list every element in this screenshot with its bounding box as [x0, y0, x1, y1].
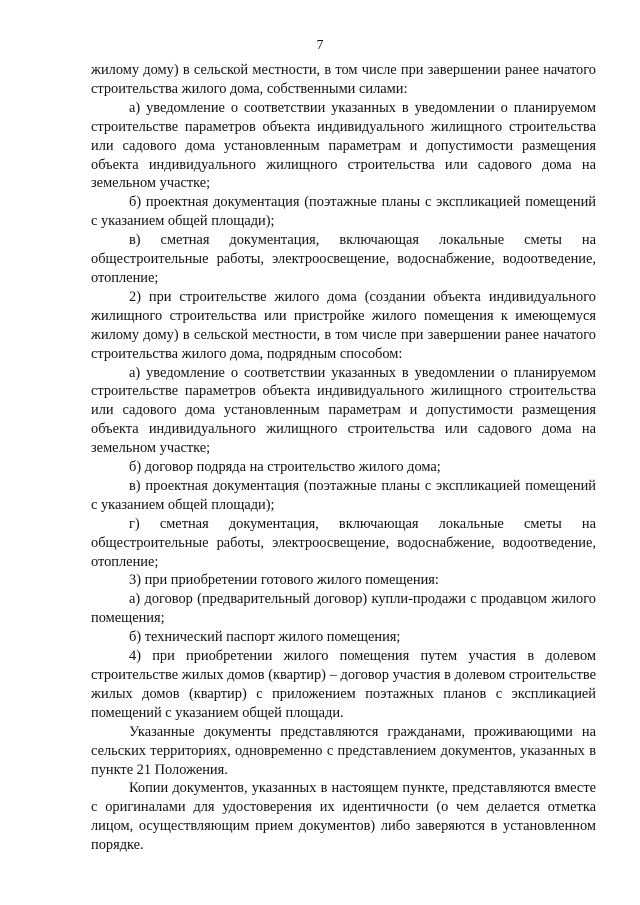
document-body: [91, 61, 596, 855]
paragraph-submission-note: Указанные документы представляются гражданами, проживающими на сельских территориях, одновременно с представлением документов, указанных в пункте 21 Положения.: [91, 723, 596, 778]
paragraph-2a-notification: а) уведомление о соответствии указанных в уведомлении о планируемом строительстве параметров объекта индивидуального жилищного строительства или садового дома установленным параметрам и допустимости размещения объекта индивидуального жилищного строительства или садового дома на земельном участке;: [91, 364, 596, 457]
page-number: 7: [316, 38, 324, 53]
paragraph-1v-estimate-docs: в) сметная документация, включающая локальные сметы на общестроительные работы, электроосвещение, водоснабжение, водоотведение, отопление;: [91, 232, 596, 286]
paragraph-4-shared-construction: 4) при приобретении жилого помещения путем участия в долевом строительстве жилых домов (квартир) – договор участия в долевом строительстве жилых домов (квартир) с приложением поэтажных планов с экспликацией помещений с указанием общей площади.: [91, 648, 596, 721]
paragraph-3a-sale-agreement: а) договор (предварительный договор) купли-продажи с продавцом жилого помещения;: [91, 591, 596, 627]
paragraph-3-purchase: 3) при приобретении готового жилого помещения:: [129, 572, 439, 589]
paragraph-1a-notification: а) уведомление о соответствии указанных в уведомлении о планируемом строительстве параметров объекта индивидуального жилищного строительства или садового дома установленным параметрам и допустимости размещения объекта индивидуального жилищного строительства или садового дома на земельном участке;: [91, 99, 596, 192]
paragraph-3b-technical-passport: б) технический паспорт жилого помещения;: [129, 629, 401, 646]
paragraph-2v-project-docs: в) проектная документация (поэтажные планы с экспликацией помещений с указанием общей площади);: [91, 477, 596, 513]
paragraph-2-contract-construction: 2) при строительстве жилого дома (создании объекта индивидуального жилищного строительства или пристройке жилого помещения к имеющемуся жилому дому) в сельской местности, в том числе при завершении ранее начатого строительства жилого дома, подрядным способом:: [91, 288, 596, 362]
paragraph-copies-note: Копии документов, указанных в настоящем пункте, представляются вместе с оригиналами для удостоверения их идентичности (о чем делается отметка лицом, осуществляющим прием документов) либо заверяются в установленном порядке.: [91, 780, 596, 854]
paragraph-2g-estimate-docs: г) сметная документация, включающая локальные сметы на общестроительные работы, электроосвещение, водоснабжение, водоотведение, отопление;: [91, 515, 596, 570]
paragraph-continuation: жилому дому) в сельской местности, в том числе при завершении ранее начатого строительства жилого дома, собственными силами:: [91, 62, 596, 97]
paragraph-2b-contract: б) договор подряда на строительство жилого дома;: [129, 459, 441, 476]
paragraph-1b-project-docs: б) проектная документация (поэтажные планы с экспликацией помещений с указанием общей площади);: [91, 194, 596, 230]
